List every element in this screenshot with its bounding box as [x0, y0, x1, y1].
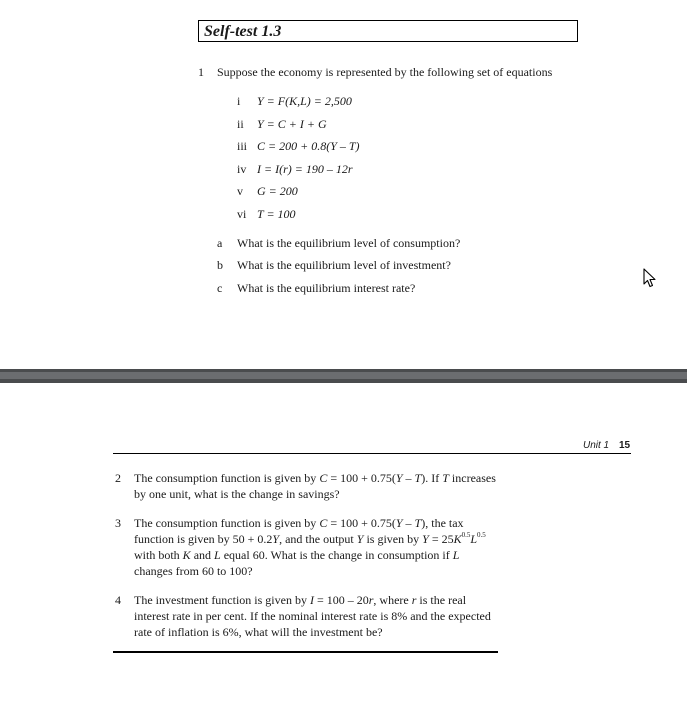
equation-number: iv [237, 162, 247, 176]
question-3-number: 3 [115, 516, 121, 530]
unit-label: Unit 1 [583, 440, 610, 451]
question-2-text: The consumption function is given by C = 100 + 0.75(Y – T). If T increases by one unit, what is the change in savings? [134, 471, 496, 501]
equation-number: v [237, 184, 243, 198]
selftest-title: Self-test 1.3 [204, 23, 282, 40]
footer-rule [113, 651, 498, 653]
subquestion-letter: a [217, 236, 223, 250]
page-separator [0, 369, 687, 383]
subquestion-letter: b [217, 258, 223, 272]
equation-number: ii [237, 117, 244, 131]
question-4-text: The investment function is given by I = 100 – 20r, where r is the real interest rate in per cent. If the nominal interest rate is 8% and the expected rate of inflation is 6%, what will the investment be? [134, 593, 491, 639]
question-1-number: 1 [198, 65, 204, 79]
equation-text: Y = F(K,L) = 2,500 [257, 94, 352, 108]
page-number: 15 [619, 440, 631, 451]
question-4-number: 4 [115, 593, 121, 607]
subquestion-text: What is the equilibrium level of consumption? [237, 236, 461, 250]
header-rule [113, 453, 631, 454]
subquestion-text: What is the equilibrium interest rate? [237, 281, 416, 295]
equation-text: I = I(r) = 190 – 12r [257, 162, 353, 176]
equation-text: T = 100 [257, 207, 296, 221]
mouse-pointer-icon [643, 268, 657, 288]
question-2-number: 2 [115, 471, 121, 485]
subquestion-text: What is the equilibrium level of investment? [237, 258, 451, 272]
equation-number: iii [237, 139, 248, 153]
selftest-box [198, 20, 578, 42]
equation-number: i [237, 94, 241, 108]
page-bottom [0, 383, 687, 720]
equation-number: vi [237, 207, 247, 221]
equation-text: Y = C + I + G [257, 117, 327, 131]
equation-text: C = 200 + 0.8(Y – T) [257, 139, 360, 153]
question-3-text: The consumption function is given by C = 100 + 0.75(Y – T), the tax function is given by 50 + 0.2Y, and the output Y is given by $Y = 25K^{0.5}L^{0.5}$ with both K and L equal 60. What is the change in consumption if L changes from 60 to 100? [134, 516, 486, 578]
subquestion-letter: c [217, 281, 223, 295]
question-1-text: Suppose the economy is represented by the following set of equations [217, 65, 553, 79]
equation-text: G = 200 [257, 184, 298, 198]
